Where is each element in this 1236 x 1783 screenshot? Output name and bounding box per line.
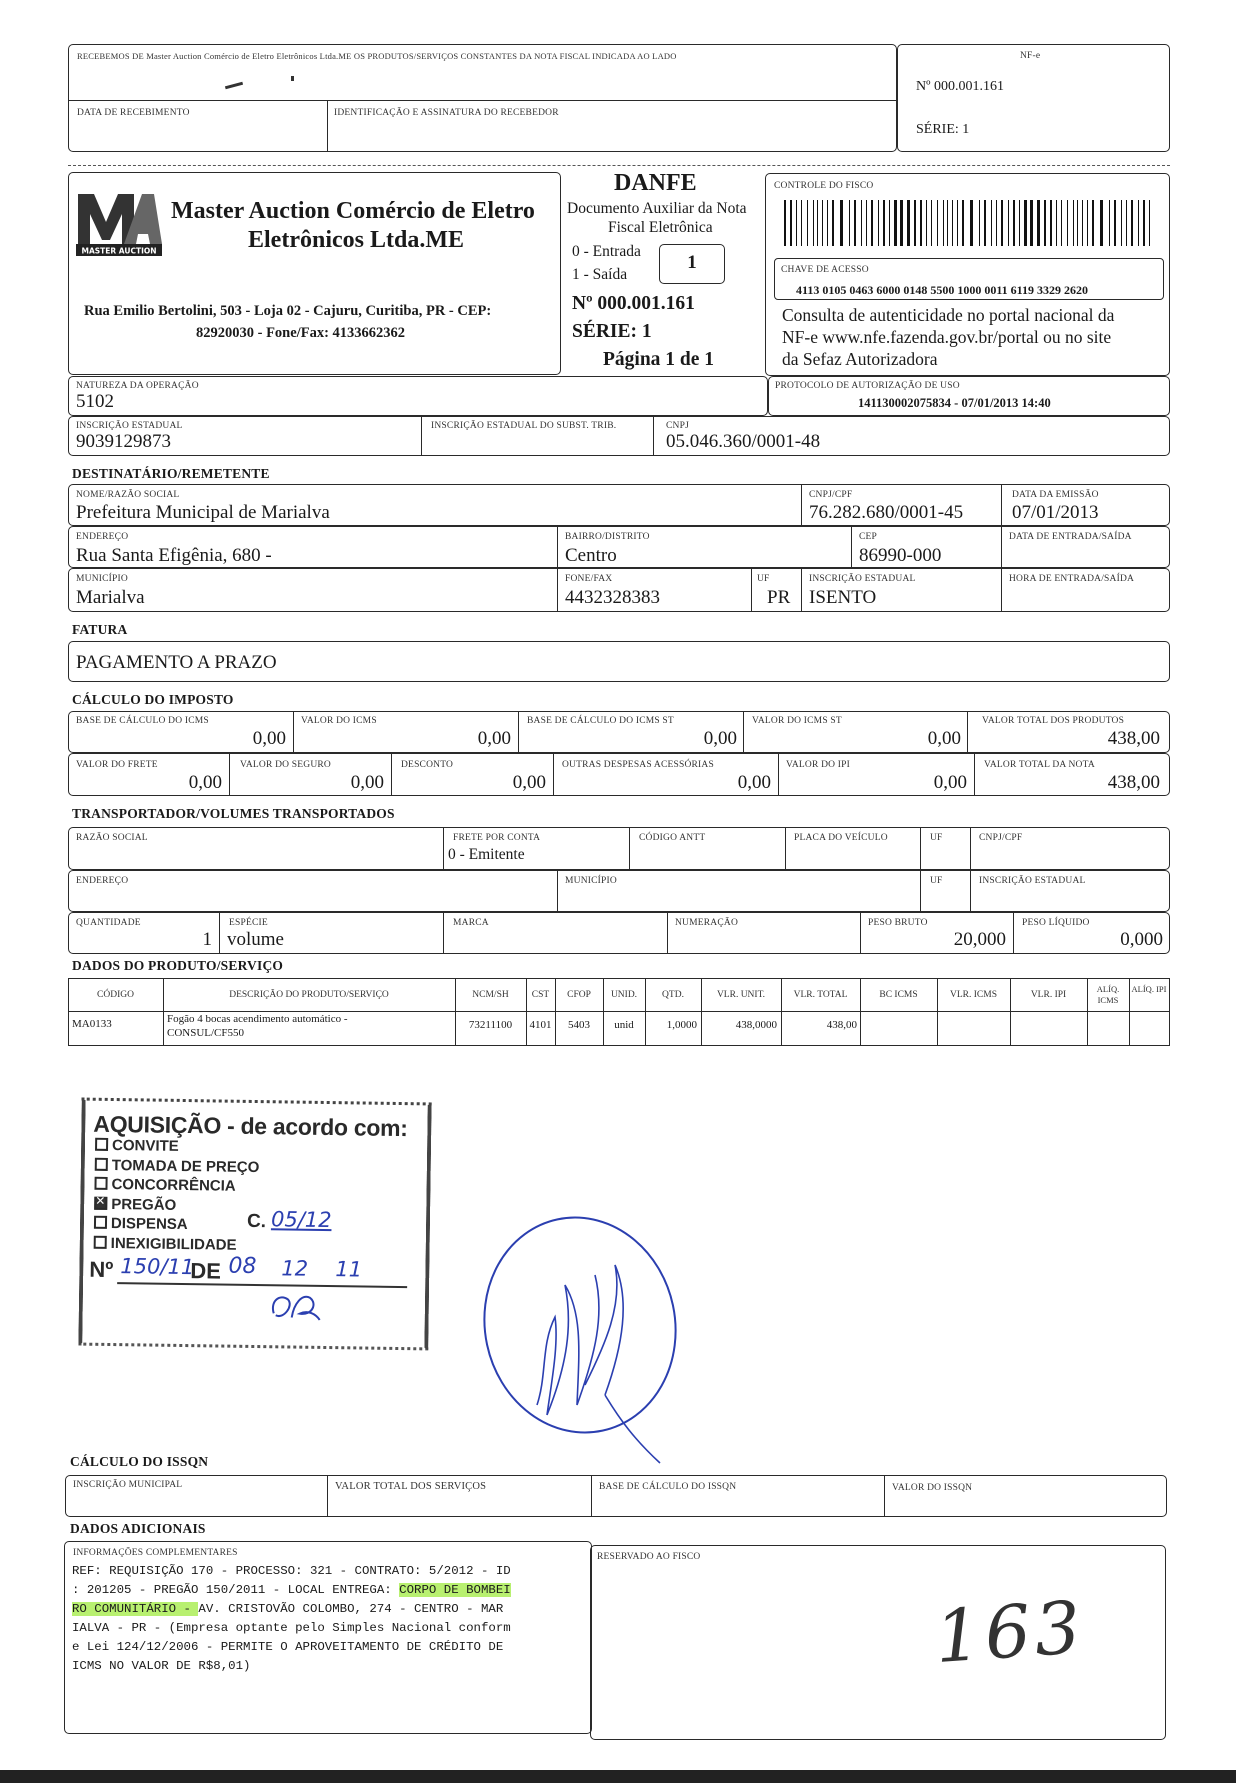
th-aliq-icms: ALÍQ. ICMS <box>1096 984 1120 1005</box>
issqn-base-label: BASE DE CÁLCULO DO ISSQN <box>599 1482 737 1492</box>
protocolo-value: 141130002075834 - 07/01/2013 14:40 <box>858 396 1051 410</box>
ie-divider-1 <box>421 417 422 455</box>
prod-col-1 <box>163 978 164 1046</box>
cnpj-value: 05.046.360/0001-48 <box>666 431 821 452</box>
dest-fone-label: FONE/FAX <box>565 574 613 584</box>
fatura-text: PAGAMENTO A PRAZO <box>76 652 277 673</box>
outras-despesas-label: OUTRAS DESPESAS ACESSÓRIAS <box>562 760 714 770</box>
transp-peso-bruto: 20,000 <box>953 929 1006 950</box>
transp-municipio-label: MUNICÍPIO <box>565 876 617 886</box>
danfe-numero: Nº 000.001.161 <box>572 293 695 314</box>
base-icms-value: 0,00 <box>252 728 286 749</box>
valor-produtos-label: VALOR TOTAL DOS PRODUTOS <box>982 716 1125 726</box>
th-aliq-ipi: ALÍQ. IPI <box>1131 984 1167 994</box>
prod-col-3 <box>526 978 527 1046</box>
emitente-name-line2: Eletrônicos Ltda.ME <box>248 227 464 253</box>
tr-r2-div2 <box>920 871 921 911</box>
dest-emissao-label: DATA DA EMISSÃO <box>1012 490 1099 500</box>
prod-col-9 <box>860 978 861 1046</box>
th-cfop: CFOP <box>567 990 591 1000</box>
stamp-inexigibilidade-label: INEXIGIBILIDADE <box>110 1234 237 1254</box>
tr-r1-div5 <box>970 828 971 869</box>
controle-label: CONTROLE DO FISCO <box>774 181 874 191</box>
dest-municipio-label: MUNICÍPIO <box>76 574 128 584</box>
issqn-div1 <box>327 1476 328 1516</box>
barcode <box>784 200 1154 246</box>
reservado-label: RESERVADO AO FISCO <box>597 1552 701 1562</box>
frete-value: 0,00 <box>188 772 222 793</box>
th-cst: CST <box>531 990 550 1000</box>
info-line3-b: AV. CRISTOVÃO COLOMBO, 274 - CENTRO - MAR <box>198 1602 504 1616</box>
ie-divider-2 <box>653 417 654 455</box>
consulta-line2: NF-e www.nfe.fazenda.gov.br/portal ou no site <box>782 327 1112 347</box>
check-mark-icon: ✕ <box>95 1193 106 1208</box>
checkbox-inexigibilidade <box>94 1236 107 1249</box>
chave-value: 4113 0105 0463 6000 0148 5500 1000 0011 6119 3329 2620 <box>796 283 1089 297</box>
th-unid: UNID. <box>610 990 638 1000</box>
stamp-pregao-label: PREGÃO <box>111 1195 177 1214</box>
transp-peso-liquido: 0,000 <box>1120 929 1163 950</box>
issqn-div2 <box>591 1476 592 1516</box>
tr-r1-div2 <box>629 828 630 869</box>
tr-r3-div5 <box>1013 913 1014 953</box>
natureza-label: NATUREZA DA OPERAÇÃO <box>76 381 199 391</box>
th-vlr-icms: VLR. ICMS <box>950 990 997 1000</box>
prod-top <box>68 978 1170 979</box>
tr-r1-div4 <box>920 828 921 869</box>
produtos-table <box>68 978 1170 1046</box>
valor-icms-st-label: VALOR DO ICMS ST <box>752 716 842 726</box>
transp-peso-liquido-label: PESO LÍQUIDO <box>1022 918 1090 928</box>
dest-endereco-label: ENDEREÇO <box>76 532 129 542</box>
stamp-n-label: Nº <box>89 1256 114 1283</box>
row-total: 438,00 <box>826 1019 857 1031</box>
dest-r1-div2 <box>1001 485 1002 525</box>
danfe-saida: 1 - Saída <box>572 266 628 283</box>
th-vlr-ipi: VLR. IPI <box>1030 990 1067 1000</box>
prod-bottom <box>68 1045 1170 1046</box>
dest-ie: ISENTO <box>809 587 877 608</box>
row-descricao-1: Fogão 4 bocas acendimento automático - <box>167 1013 348 1025</box>
imp-r1-div4 <box>967 712 968 752</box>
imp-r1-div2 <box>518 712 519 752</box>
dest-fone: 4432328383 <box>565 587 660 608</box>
stamp-convite-label: CONVITE <box>111 1136 179 1155</box>
row-unit: 438,0000 <box>735 1019 777 1031</box>
th-bc-icms: BC ICMS <box>879 990 918 1000</box>
row-descricao-2: CONSUL/CF550 <box>167 1027 245 1039</box>
stamp-initials <box>268 1289 322 1324</box>
prod-col-4 <box>555 978 556 1046</box>
row-ncm: 73211100 <box>468 1019 513 1031</box>
info-line2-a: : 201205 - PREGÃO 150/2011 - LOCAL ENTREGA: <box>72 1583 400 1597</box>
emitente-address-line1: Rua Emilio Bertolini, 503 - Loja 02 - Cajuru, Curitiba, PR - CEP: <box>84 303 492 319</box>
signature-mark <box>455 1205 705 1465</box>
tr-r3-div2 <box>443 913 444 953</box>
transp-marca-label: MARCA <box>453 918 489 928</box>
identificacao-label: IDENTIFICAÇÃO E ASSINATURA DO RECEBEDOR <box>334 108 559 118</box>
row-codigo: MA0133 <box>72 1018 112 1030</box>
issqn-inscricao-label: INSCRIÇÃO MUNICIPAL <box>73 1480 183 1490</box>
tr-r3-div3 <box>667 913 668 953</box>
dest-r3-div3 <box>801 569 802 611</box>
dest-r2-div1 <box>557 527 558 567</box>
info-line4: IALVA - PR - (Empresa optante pelo Simples Nacional conform <box>72 1621 511 1635</box>
dest-emissao: 07/01/2013 <box>1012 502 1099 523</box>
info-line3 <box>72 1602 503 1616</box>
imp-r2-div3 <box>553 754 554 795</box>
issqn-valor-label: VALOR DO ISSQN <box>892 1483 973 1493</box>
cut-line <box>68 165 1170 166</box>
stamp-date-year: 11 <box>335 1257 363 1282</box>
aquisicao-stamp <box>78 1098 431 1351</box>
dest-r3-div2 <box>751 569 752 611</box>
dest-uf-label: UF <box>757 574 770 584</box>
emitente-address-line2: 82920030 - Fone/Fax: 4133662362 <box>196 325 406 341</box>
th-qtd: QTD. <box>662 990 684 1000</box>
transp-razao-label: RAZÃO SOCIAL <box>76 833 148 843</box>
adicionais-section: DADOS ADICIONAIS <box>70 1521 206 1536</box>
danfe-title: DANFE <box>614 170 697 196</box>
stamp-option-concorrencia <box>94 1176 235 1195</box>
stamp-dispensa-label: DISPENSA <box>110 1214 188 1234</box>
protocolo-label: PROTOCOLO DE AUTORIZAÇÃO DE USO <box>775 381 960 391</box>
dest-r2-div2 <box>851 527 852 567</box>
valor-ipi-value: 0,00 <box>933 772 967 793</box>
transp-placa-label: PLACA DO VEÍCULO <box>794 833 888 843</box>
stamp-option-pregao <box>94 1193 177 1214</box>
canhoto-divider-v <box>327 100 328 151</box>
dest-r2-div3 <box>1001 527 1002 567</box>
imp-r2-div4 <box>778 754 779 795</box>
imp-r1-div1 <box>293 712 294 752</box>
base-icms-st-value: 0,00 <box>703 728 737 749</box>
info-line2 <box>72 1583 511 1597</box>
fatura-section: FATURA <box>72 622 128 637</box>
valor-ipi-label: VALOR DO IPI <box>786 760 850 770</box>
valor-icms-label: VALOR DO ICMS <box>301 716 377 726</box>
nfe-serie: SÉRIE: 1 <box>916 122 970 137</box>
info-line1: REF: REQUISIÇÃO 170 - PROCESSO: 321 - CONTRATO: 5/2012 - ID <box>72 1564 511 1578</box>
imp-r2-div5 <box>974 754 975 795</box>
transp-quantidade-label: QUANTIDADE <box>76 918 141 928</box>
row-cst: 4101 <box>529 1019 552 1031</box>
imp-r1-div3 <box>743 712 744 752</box>
row-unid: unid <box>614 1019 634 1031</box>
th-descricao: DESCRIÇÃO DO PRODUTO/SERVIÇO <box>229 990 389 1000</box>
dest-nome-label: NOME/RAZÃO SOCIAL <box>76 490 180 500</box>
cnpj-label: CNPJ <box>666 421 689 431</box>
info-highlight-2: RO COMUNITÁRIO - <box>72 1602 199 1616</box>
dest-cnpj: 76.282.680/0001-45 <box>809 502 964 523</box>
transp-especie-label: ESPÉCIE <box>229 918 268 928</box>
prod-col-14 <box>1169 978 1170 1046</box>
page-bottom-edge <box>0 1770 1236 1783</box>
transp-uf-label: UF <box>930 833 943 843</box>
dest-cep: 86990-000 <box>859 545 942 566</box>
frete-label: VALOR DO FRETE <box>76 760 158 770</box>
stamp-title: AQUISIÇÃO - de acordo com: <box>93 1110 408 1142</box>
prod-col-2 <box>455 978 456 1046</box>
danfe-tipo: 1 <box>687 252 697 273</box>
transp-uf2-label: UF <box>930 876 943 886</box>
prod-col-7 <box>701 978 702 1046</box>
row-qtd: 1,0000 <box>666 1019 697 1031</box>
consulta-line1: Consulta de autenticidade no portal nacional da <box>782 305 1115 325</box>
stamp-tomada-label: TOMADA DE PREÇO <box>111 1156 260 1177</box>
nfe-numero: Nº 000.001.161 <box>916 79 1004 94</box>
valor-produtos-value: 438,00 <box>1107 728 1160 749</box>
issqn-valor-servicos-label: VALOR TOTAL DOS SERVIÇOS <box>335 1481 487 1492</box>
dest-uf: PR <box>767 587 791 608</box>
th-ncm: NCM/SH <box>472 990 509 1000</box>
outras-despesas-value: 0,00 <box>737 772 771 793</box>
base-icms-label: BASE DE CÁLCULO DO ICMS <box>76 716 209 726</box>
transp-antt-label: CÓDIGO ANTT <box>639 833 706 843</box>
stamp-signature-line <box>117 1282 407 1288</box>
ie-box <box>68 416 1170 456</box>
prod-col-5 <box>603 978 604 1046</box>
danfe-pagina: Página 1 de 1 <box>603 349 715 370</box>
prod-col-8 <box>781 978 782 1046</box>
checkbox-tomada <box>95 1158 108 1171</box>
tr-r1-div3 <box>785 828 786 869</box>
issqn-section: CÁLCULO DO ISSQN <box>70 1454 209 1469</box>
stamp-date-month: 12 <box>281 1256 309 1281</box>
desconto-label: DESCONTO <box>401 760 454 770</box>
info-label: INFORMAÇÕES COMPLEMENTARES <box>73 1548 238 1558</box>
valor-nota-value: 438,00 <box>1107 772 1160 793</box>
transp-quantidade: 1 <box>202 929 212 950</box>
ie-st-label: INSCRIÇÃO ESTADUAL DO SUBST. TRIB. <box>431 421 617 431</box>
tr-r1-div1 <box>443 828 444 869</box>
consulta-line3: da Sefaz Autorizadora <box>782 349 938 369</box>
th-vlr-unit: VLR. UNIT. <box>716 990 766 1000</box>
base-icms-st-label: BASE DE CÁLCULO DO ICMS ST <box>527 716 674 726</box>
info-highlight-1: CORPO DE BOMBEI <box>399 1583 511 1597</box>
stamp-option-inexigibilidade <box>94 1235 237 1254</box>
dest-municipio: Marialva <box>76 587 145 608</box>
valor-icms-st-value: 0,00 <box>927 728 961 749</box>
dest-ie-label: INSCRIÇÃO ESTADUAL <box>809 574 916 584</box>
produtos-section: DADOS DO PRODUTO/SERVIÇO <box>72 958 284 973</box>
dest-endereco: Rua Santa Efigênia, 680 - <box>76 545 272 566</box>
transp-frete-label: FRETE POR CONTA <box>453 833 541 843</box>
canhoto-divider <box>69 100 896 101</box>
tr-r3-div4 <box>860 913 861 953</box>
info-line6: ICMS NO VALOR DE R$8,01) <box>72 1659 251 1673</box>
checkbox-dispensa <box>94 1216 107 1229</box>
issqn-div3 <box>884 1476 885 1516</box>
tr-r2-div1 <box>557 871 558 911</box>
emitente-name-line1: Master Auction Comércio de Eletro <box>171 198 535 224</box>
desconto-value: 0,00 <box>512 772 546 793</box>
info-line5: e Lei 124/12/2006 - PERMITE O APROVEITAMENTO DE CRÉDITO DE <box>72 1640 504 1654</box>
transp-cnpj-label: CNPJ/CPF <box>979 833 1023 843</box>
stamp-n-value: 150/11 <box>120 1254 195 1280</box>
transporte-section: TRANSPORTADOR/VOLUMES TRANSPORTADOS <box>72 806 395 821</box>
danfe-entrada: 0 - Entrada <box>572 243 641 260</box>
valor-nota-label: VALOR TOTAL DA NOTA <box>984 760 1095 770</box>
danfe-serie: SÉRIE: 1 <box>572 321 652 342</box>
danfe-subtitle-line2: Fiscal Eletrônica <box>608 219 713 236</box>
prod-col-6 <box>645 978 646 1046</box>
stamp-concorrencia-label: CONCORRÊNCIA <box>111 1175 236 1195</box>
row-cfop: 5403 <box>568 1019 590 1031</box>
transp-frete: 0 - Emitente <box>448 846 525 863</box>
stamp-de-label: DE <box>190 1258 222 1284</box>
dest-r1-div1 <box>801 485 802 525</box>
dest-r3-div4 <box>1001 569 1002 611</box>
pen-dot <box>291 76 294 81</box>
imposto-section: CÁLCULO DO IMPOSTO <box>72 692 234 707</box>
canhoto-recebemos: RECEBEMOS DE Master Auction Comércio de Eletro Eletrônicos Ltda.ME OS PRODUTOS/SERVIÇOS CONSTANTES DA NOTA FISCAL INDICADA AO LADO <box>77 51 677 61</box>
valor-icms-value: 0,00 <box>477 728 511 749</box>
dest-cnpj-label: CNPJ/CPF <box>809 490 853 500</box>
transp-especie: volume <box>227 929 284 950</box>
emitente-logo <box>76 188 162 258</box>
imp-r2-div2 <box>391 754 392 795</box>
stamp-c-value: 05/12 <box>270 1207 332 1233</box>
checkbox-concorrencia <box>94 1177 107 1190</box>
seguro-value: 0,00 <box>350 772 384 793</box>
dest-entrada-saida-label: DATA DE ENTRADA/SAÍDA <box>1009 532 1132 542</box>
dest-cep-label: CEP <box>859 532 878 542</box>
stamp-option-dispensa <box>94 1215 188 1233</box>
th-vlr-total: VLR. TOTAL <box>793 990 848 1000</box>
dest-r3-div1 <box>557 569 558 611</box>
seguro-label: VALOR DO SEGURO <box>240 760 331 770</box>
transp-endereco-label: ENDEREÇO <box>76 876 129 886</box>
tr-r3-div1 <box>219 913 220 953</box>
stamp-date-day: 08 <box>228 1253 257 1280</box>
dest-bairro-label: BAIRRO/DISTRITO <box>565 532 650 542</box>
tr-r2-div3 <box>970 871 971 911</box>
prod-col-0 <box>68 978 69 1046</box>
prod-col-11 <box>1010 978 1011 1046</box>
ie-value: 9039129873 <box>76 431 171 452</box>
dest-nome: Prefeitura Municipal de Marialva <box>76 502 330 523</box>
th-codigo: CÓDIGO <box>97 990 134 1000</box>
transp-ie-label: INSCRIÇÃO ESTADUAL <box>979 876 1086 886</box>
svg-text:MASTER AUCTION: MASTER AUCTION <box>81 246 157 256</box>
checkbox-convite <box>95 1138 108 1151</box>
danfe-subtitle-line1: Documento Auxiliar da Nota <box>567 200 747 217</box>
chave-label: CHAVE DE ACESSO <box>781 265 869 275</box>
nfe-label: NF-e <box>1020 51 1041 61</box>
handwritten-number: 163 <box>932 1584 1088 1680</box>
transp-numeracao-label: NUMERAÇÃO <box>675 918 739 928</box>
imp-r2-div1 <box>229 754 230 795</box>
stamp-option-tomada <box>95 1157 260 1176</box>
checkbox-pregao-checked <box>94 1193 107 1210</box>
natureza-value: 5102 <box>76 391 114 412</box>
dest-hora-label: HORA DE ENTRADA/SAÍDA <box>1009 574 1135 584</box>
prod-col-10 <box>937 978 938 1046</box>
stamp-option-convite <box>95 1137 179 1155</box>
data-recebimento-label: DATA DE RECEBIMENTO <box>77 108 190 118</box>
destinatario-section: DESTINATÁRIO/REMETENTE <box>72 466 270 481</box>
dest-bairro: Centro <box>565 545 617 566</box>
ie-label: INSCRIÇÃO ESTADUAL <box>76 421 183 431</box>
stamp-c-label: C. <box>246 1210 267 1233</box>
transp-peso-bruto-label: PESO BRUTO <box>868 918 928 928</box>
